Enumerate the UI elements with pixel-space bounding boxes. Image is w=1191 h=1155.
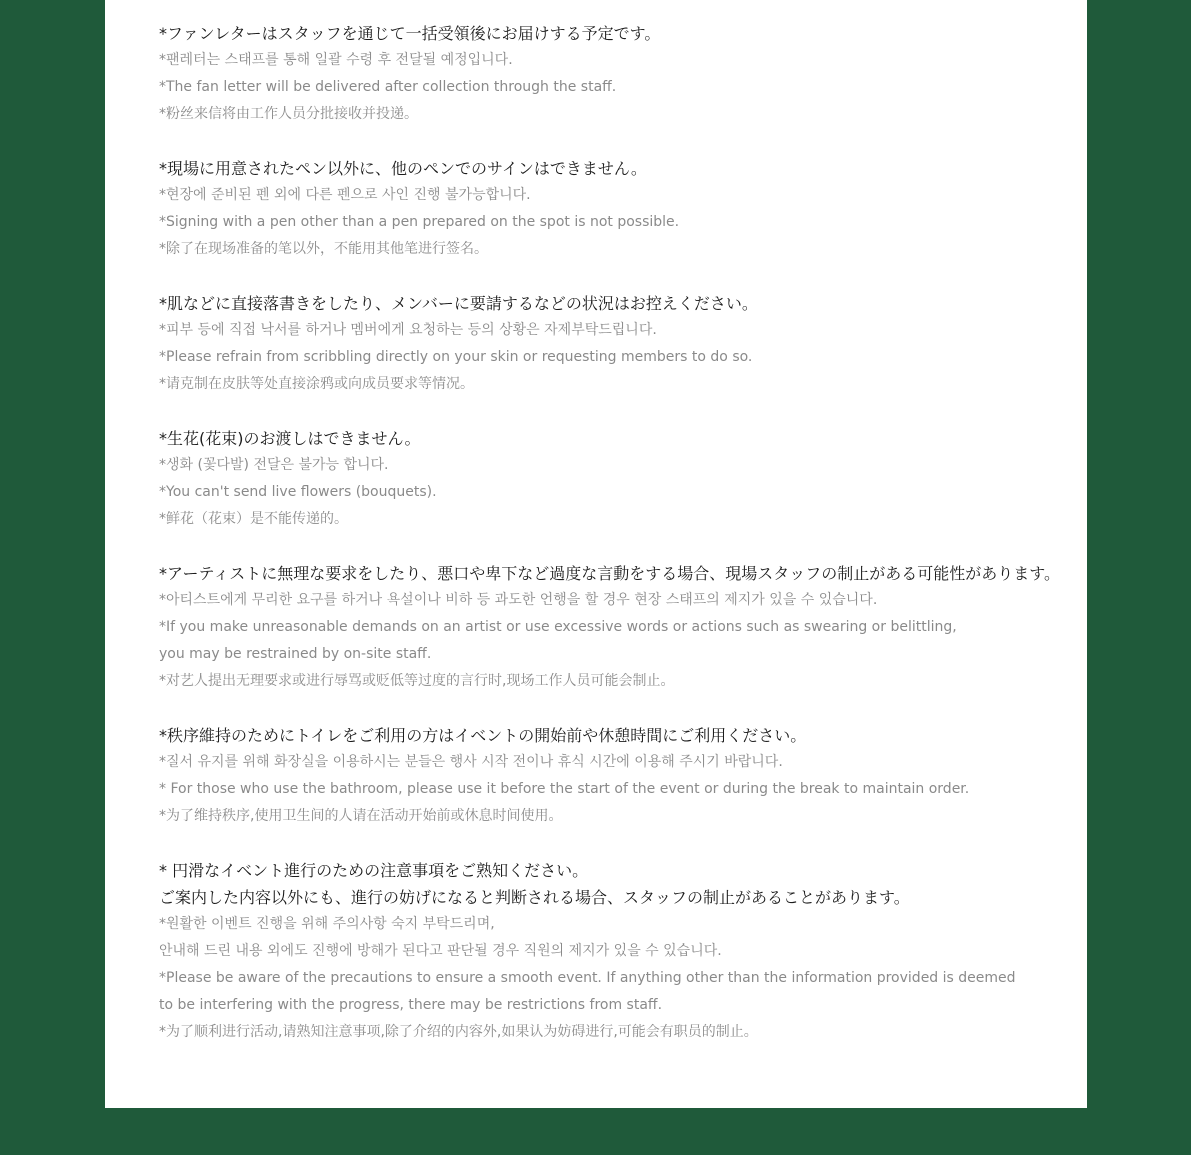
notice-text-translation: *The fan letter will be delivered after collection through the staff. xyxy=(159,79,617,95)
notice-text-translation: *피부 등에 직접 낙서를 하거나 멤버에게 요청하는 등의 상황은 자제부탁드립니다. xyxy=(159,322,657,338)
notice-text-japanese: *現場に用意されたペン以外に、他のペンでのサインはできません。 xyxy=(159,159,647,178)
notice-text-translation: *현장에 준비된 펜 외에 다른 펜으로 사인 진행 불가능합니다. xyxy=(159,187,531,203)
notice-text-translation: *鲜花（花束）是不能传递的。 xyxy=(159,511,348,527)
notice-text-translation: *Please refrain from scribbling directly on your skin or requesting members to do so. xyxy=(159,349,753,365)
notice-section xyxy=(159,722,1069,830)
notice-text-translation: *아티스트에게 무리한 요구를 하거나 욕설이나 비하 등 과도한 언행을 할 경우 현장 스태프의 제지가 있을 수 있습니다. xyxy=(159,592,878,608)
notice-section xyxy=(159,290,1069,398)
notice-text-translation: *除了在现场准备的笔以外，不能用其他笔进行签名。 xyxy=(159,241,488,257)
notice-text-translation: *질서 유지를 위해 화장실을 이용하시는 분들은 행사 시작 전이나 휴식 시간에 이용해 주시기 바랍니다. xyxy=(159,754,783,770)
notice-text-japanese: *肌などに直接落書きをしたり、メンバーに要請するなどの状況はお控えください。 xyxy=(159,294,758,313)
notice-text-translation: *粉丝来信将由工作人员分批接收并投递。 xyxy=(159,106,418,122)
notice-section xyxy=(159,857,1069,1046)
notice-text-translation: *Signing with a pen other than a pen prepared on the spot is not possible. xyxy=(159,214,680,230)
notice-text-japanese: *秩序維持のためにトイレをご利用の方はイベントの開始前や休憩時間にご利用ください。 xyxy=(159,726,807,745)
notice-panel xyxy=(105,0,1087,1108)
notice-text-translation: *You can't send live flowers (bouquets). xyxy=(159,484,437,500)
notice-text-translation: *Please be aware of the precautions to ensure a smooth event. If anything other than the information provided is deemed xyxy=(159,970,1016,986)
notice-text-translation: *请克制在皮肤等处直接涂鸦或向成员要求等情况。 xyxy=(159,376,474,392)
notice-text-translation: 안내해 드린 내용 외에도 진행에 방해가 된다고 판단될 경우 직원의 제지가 있을 수 있습니다. xyxy=(159,943,722,959)
notice-section xyxy=(159,20,1069,128)
notice-text-translation: *对艺人提出无理要求或进行辱骂或贬低等过度的言行时,现场工作人员可能会制止。 xyxy=(159,673,675,689)
notice-text-translation: *为了维持秩序,使用卫生间的人请在活动开始前或休息时间使用。 xyxy=(159,808,563,824)
notice-text-translation: you may be restrained by on-site staff. xyxy=(159,646,432,662)
notice-text-translation: *팬레터는 스태프를 통해 일괄 수령 후 전달될 예정입니다. xyxy=(159,52,513,68)
notice-list xyxy=(159,20,1069,1073)
notice-text-japanese: *生花(花束)のお渡しはできません。 xyxy=(159,429,421,448)
notice-text-japanese: * 円滑なイベント進行のための注意事項をご熟知ください。 xyxy=(159,861,589,880)
notice-text-japanese: ご案内した内容以外にも、進行の妨げになると判断される場合、スタッフの制止があることがあります。 xyxy=(159,888,910,907)
notice-text-japanese: *ファンレターはスタッフを通じて一括受領後にお届けする予定です。 xyxy=(159,24,661,43)
notice-text-translation: * For those who use the bathroom, please use it before the start of the event or during the break to maintain order. xyxy=(159,781,970,797)
notice-text-japanese: *アーティストに無理な要求をしたり、悪口や卑下など過度な言動をする場合、現場スタッフの制止がある可能性があります。 xyxy=(159,564,1060,583)
notice-text-translation: *생화 (꽃다발) 전달은 불가능 합니다. xyxy=(159,457,389,473)
notice-section xyxy=(159,155,1069,263)
notice-text-translation: *If you make unreasonable demands on an artist or use excessive words or actions such as swearing or belittling, xyxy=(159,619,957,635)
notice-text-translation: *원활한 이벤트 진행을 위해 주의사항 숙지 부탁드리며, xyxy=(159,916,495,932)
notice-section xyxy=(159,425,1069,533)
notice-section xyxy=(159,560,1069,695)
notice-text-translation: *为了顺利进行活动,请熟知注意事项,除了介绍的内容外,如果认为妨碍进行,可能会有职员的制止。 xyxy=(159,1024,758,1040)
notice-text-translation: to be interfering with the progress, there may be restrictions from staff. xyxy=(159,997,663,1013)
